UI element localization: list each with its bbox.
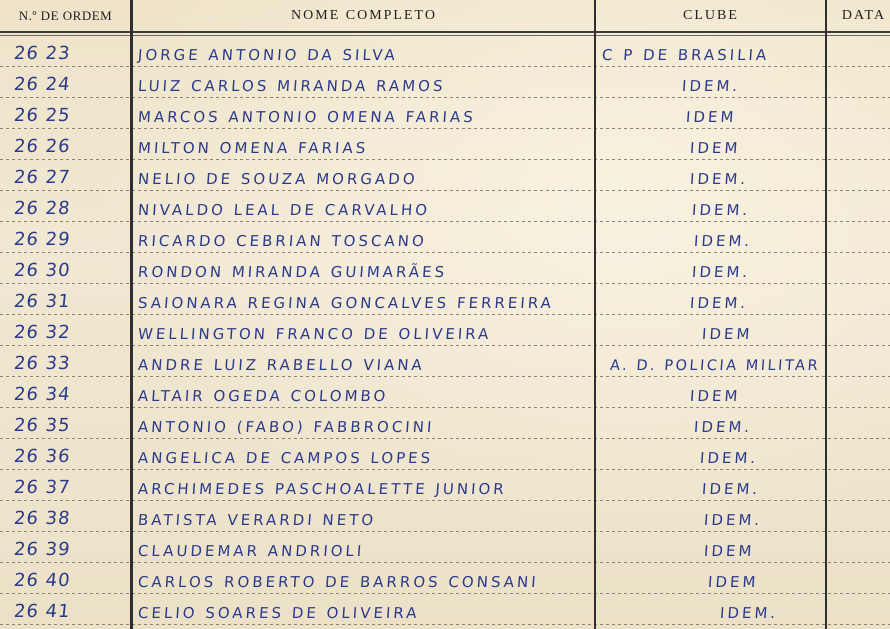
row-full-name: RONDON MIRANDA GUIMARÃES [137,263,448,281]
ledger-row [0,563,890,594]
ledger-row [0,532,890,563]
row-number: 26 28 [12,198,72,219]
row-full-name: JORGE ANTONIO DA SILVA [137,46,399,64]
column-divider-2 [594,0,596,629]
row-number: 26 33 [12,353,72,374]
row-full-name: ALTAIR OGEDA COLOMBO [137,387,389,405]
column-divider-3 [825,0,827,629]
row-club: IDEM. [701,480,761,498]
row-full-name: MILTON OMENA FARIAS [137,139,369,157]
ledger-row [0,470,890,501]
header-nome: NOME COMPLETO [291,8,437,23]
row-full-name: RICARDO CEBRIAN TOSCANO [137,232,428,250]
row-club: IDEM [689,387,742,405]
ledger-row [0,408,890,439]
row-full-name: CELIO SOARES DE OLIVEIRA [137,604,421,622]
row-club: IDEM. [689,294,749,312]
header-clube: CLUBE [683,8,739,23]
row-full-name: SAIONARA REGINA GONCALVES FERREIRA [137,294,555,312]
ledger-row [0,284,890,315]
ledger-row [0,36,890,67]
row-number: 26 29 [12,229,72,250]
row-club: IDEM [685,108,738,126]
row-number: 26 25 [12,105,72,126]
row-club: IDEM. [719,604,779,622]
row-club: IDEM [701,325,754,343]
row-club: IDEM. [693,418,753,436]
row-club: IDEM [689,139,742,157]
row-full-name: NELIO DE SOUZA MORGADO [137,170,419,188]
header-rule [0,31,890,33]
row-full-name: BATISTA VERARDI NETO [137,511,377,529]
row-club: IDEM. [691,201,751,219]
row-number: 26 40 [12,570,72,591]
row-full-name: CARLOS ROBERTO DE BARROS CONSANI [137,573,540,591]
row-full-name: ARCHIMEDES PASCHOALETTE JUNIOR [137,480,508,498]
row-club: IDEM. [689,170,749,188]
row-number: 26 27 [12,167,72,188]
row-number: 26 32 [12,322,72,343]
row-number: 26 26 [12,136,72,157]
ledger-row [0,160,890,191]
row-club: IDEM. [699,449,759,467]
row-number: 26 24 [12,74,72,95]
row-number: 26 34 [12,384,72,405]
row-club: A. D. POLICIA MILITAR [609,358,821,374]
row-number: 26 23 [12,43,72,64]
row-club: IDEM. [703,511,763,529]
row-number: 26 38 [12,508,72,529]
row-full-name: ANDRE LUIZ RABELLO VIANA [137,356,426,374]
row-club: IDEM. [691,263,751,281]
row-full-name: ANTONIO (FABO) FABBROCINI [137,418,435,436]
row-number: 26 36 [12,446,72,467]
row-number: 26 31 [12,291,72,312]
row-full-name: LUIZ CARLOS MIRANDA RAMOS [137,77,447,95]
ledger-row [0,501,890,532]
column-divider-1 [130,0,133,629]
row-full-name: MARCOS ANTONIO OMENA FARIAS [137,108,477,126]
ledger-row [0,222,890,253]
header-data: DATA [841,8,887,23]
row-club: IDEM [707,573,760,591]
row-full-name: NIVALDO LEAL DE CARVALHO [137,201,431,219]
ledger-row [0,377,890,408]
row-number: 26 35 [12,415,72,436]
ledger-row [0,315,890,346]
row-club: C P DE BRASILIA [601,46,770,64]
row-club: IDEM [703,542,756,560]
row-full-name: ANGELICA DE CAMPOS LOPES [137,449,434,467]
ledger-row [0,346,890,377]
ledger-row [0,129,890,160]
ledger-row [0,191,890,222]
row-club: IDEM. [681,77,741,95]
row-club: IDEM. [693,232,753,250]
row-rule [0,624,890,625]
row-number: 26 30 [12,260,72,281]
ledger-row [0,594,890,625]
ledger-row [0,253,890,284]
row-full-name: CLAUDEMAR ANDRIOLI [137,542,365,560]
ledger-row [0,98,890,129]
row-number: 26 39 [12,539,72,560]
header-numero: N.º DE ORDEM [18,8,113,23]
row-number: 26 41 [12,601,72,622]
row-full-name: WELLINGTON FRANCO DE OLIVEIRA [137,325,492,343]
ledger-row [0,67,890,98]
row-number: 26 37 [12,477,72,498]
ledger-row [0,439,890,470]
